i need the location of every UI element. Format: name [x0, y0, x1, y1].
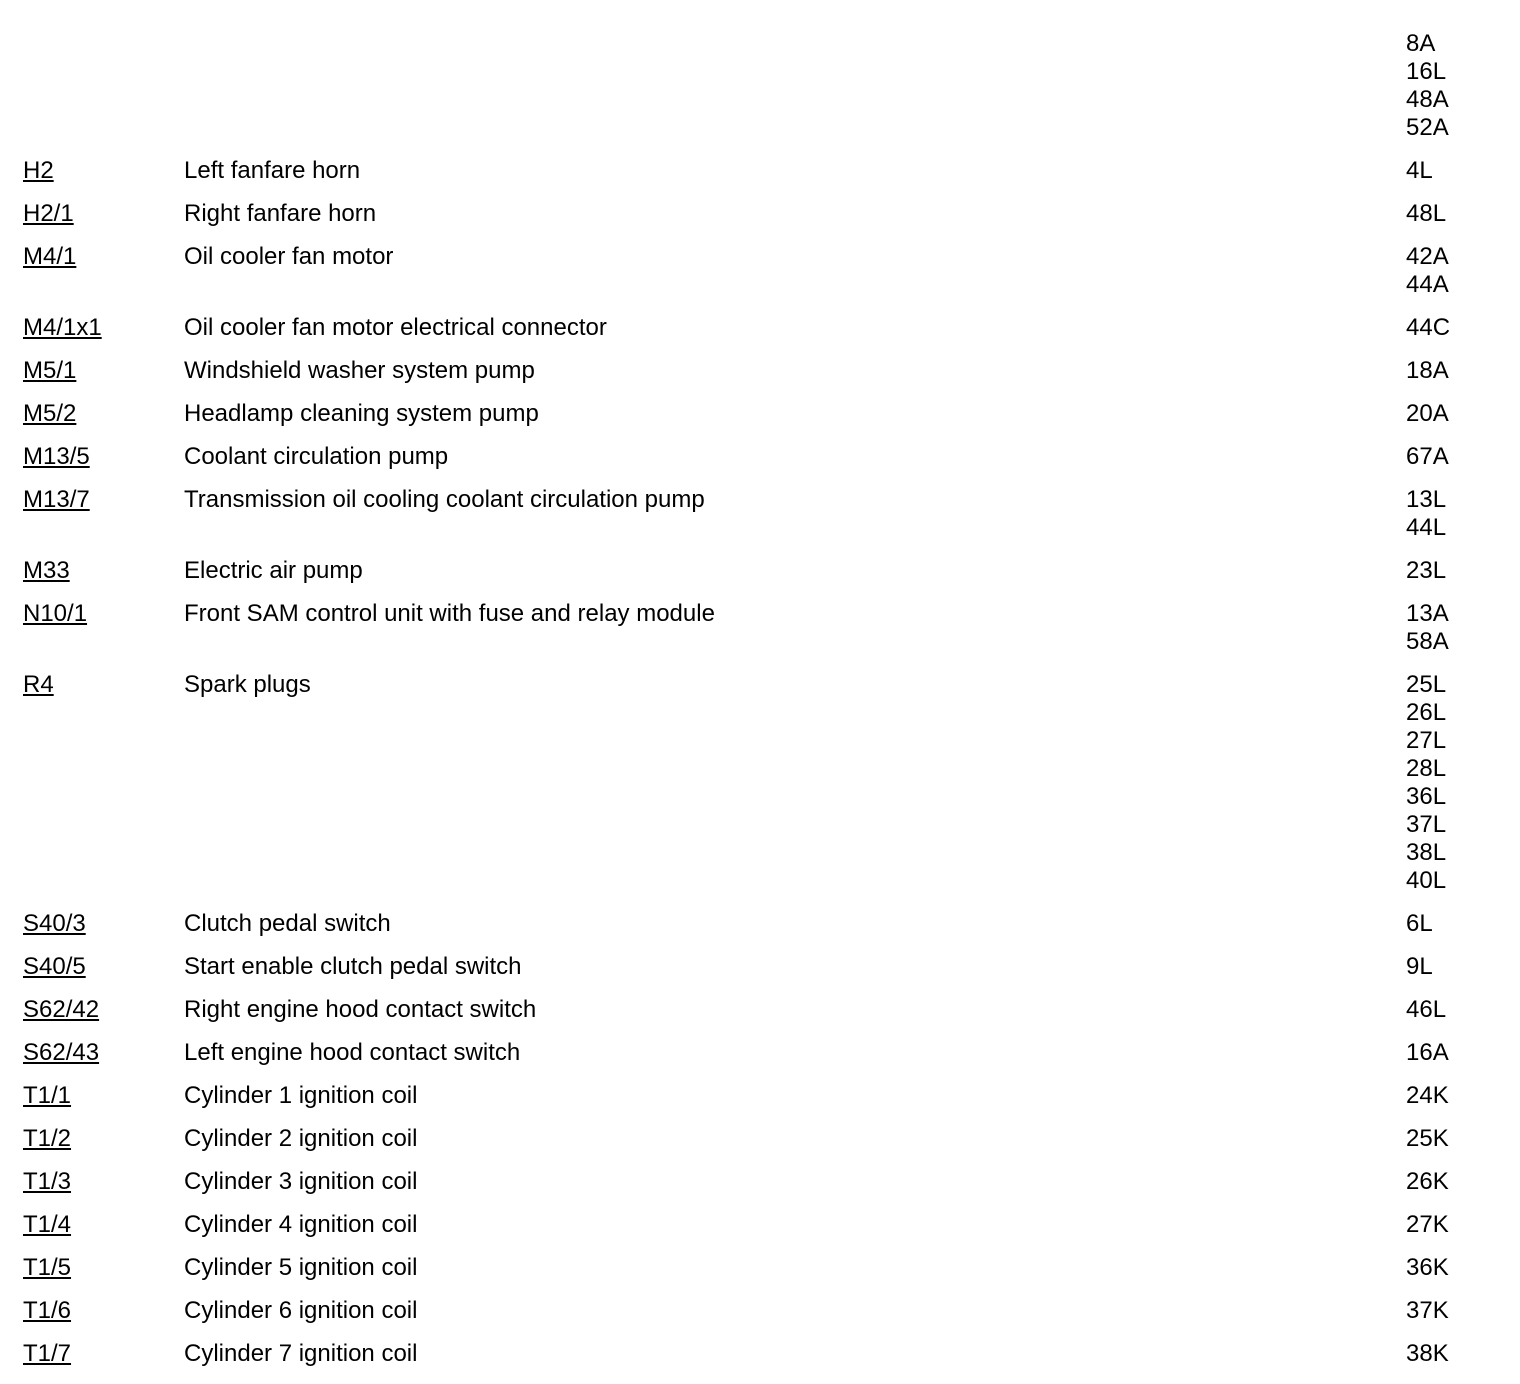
legend-row: [0, 1168, 1520, 1211]
location-code: 13L: [1406, 486, 1447, 513]
location-list: [1406, 1211, 1449, 1239]
location-code: 67A: [1406, 443, 1449, 470]
legend-row: [0, 910, 1520, 953]
location-list: [1406, 243, 1449, 299]
legend-row: [0, 357, 1520, 400]
location-code: 8A: [1406, 30, 1436, 57]
location-code: 37L: [1406, 811, 1447, 838]
location-code: 37K: [1406, 1297, 1449, 1324]
component-code-link[interactable]: N10/1: [23, 600, 88, 627]
location-list: [1406, 157, 1433, 185]
location-list: [1406, 996, 1446, 1024]
location-code: 48A: [1406, 86, 1449, 113]
legend-row: [0, 671, 1520, 910]
component-code-link[interactable]: T1/4: [23, 1211, 72, 1238]
legend-row: [0, 1082, 1520, 1125]
component-code-link[interactable]: M5/1: [23, 357, 77, 384]
component-description: Left fanfare horn: [184, 157, 361, 184]
location-code: 48L: [1406, 200, 1447, 227]
location-code: 58A: [1406, 628, 1449, 655]
component-code-link[interactable]: M13/7: [23, 486, 90, 513]
location-list: [1406, 1340, 1449, 1368]
legend-row: [0, 600, 1520, 671]
component-code-link[interactable]: T1/2: [23, 1125, 72, 1152]
location-list: [1406, 600, 1449, 656]
component-code-link[interactable]: T1/1: [23, 1082, 72, 1109]
component-code-link[interactable]: S62/43: [23, 1039, 100, 1066]
component-description: Coolant circulation pump: [184, 443, 449, 470]
component-description: Front SAM control unit with fuse and relay module: [184, 600, 715, 627]
component-code-link[interactable]: M4/1: [23, 243, 77, 270]
location-code: 23L: [1406, 557, 1447, 584]
location-list: [1406, 314, 1450, 342]
location-code: 26K: [1406, 1168, 1449, 1195]
location-code: 44A: [1406, 271, 1449, 298]
legend-row: [0, 1297, 1520, 1340]
location-list: [1406, 1082, 1449, 1110]
legend-row: [0, 1254, 1520, 1297]
component-code-link[interactable]: M13/5: [23, 443, 90, 470]
location-code: 13A: [1406, 600, 1449, 627]
component-code-link[interactable]: S62/42: [23, 996, 100, 1023]
location-code: 44C: [1406, 314, 1451, 341]
component-code-link[interactable]: H2: [23, 157, 54, 184]
component-code-link[interactable]: R4: [23, 671, 54, 698]
location-list: [1406, 1168, 1449, 1196]
component-description: Windshield washer system pump: [184, 357, 535, 384]
location-code: 20A: [1406, 400, 1449, 427]
location-list: [1406, 443, 1449, 471]
location-code: 42A: [1406, 243, 1449, 270]
component-description: Right fanfare horn: [184, 200, 377, 227]
component-description: Cylinder 4 ignition coil: [184, 1211, 418, 1238]
location-code: 36L: [1406, 783, 1447, 810]
component-description: Left engine hood contact switch: [184, 1039, 521, 1066]
location-code: 9L: [1406, 953, 1433, 980]
location-code: 52A: [1406, 114, 1449, 141]
location-code: 28L: [1406, 755, 1447, 782]
location-code: 26L: [1406, 699, 1447, 726]
location-code: 40L: [1406, 867, 1447, 894]
component-code-link[interactable]: T1/7: [23, 1340, 72, 1367]
location-code: 27K: [1406, 1211, 1449, 1238]
component-code-link[interactable]: M5/2: [23, 400, 77, 427]
location-list: [1406, 910, 1433, 938]
component-code-link[interactable]: T1/6: [23, 1297, 72, 1324]
component-description: Cylinder 6 ignition coil: [184, 1297, 418, 1324]
location-code: 36K: [1406, 1254, 1449, 1281]
location-code: 24K: [1406, 1082, 1449, 1109]
component-description: Transmission oil cooling coolant circulation pump: [184, 486, 705, 513]
legend-row: [0, 30, 1520, 157]
location-list: [1406, 1039, 1449, 1067]
component-description: Oil cooler fan motor electrical connector: [184, 314, 607, 341]
legend-row: [0, 1340, 1520, 1383]
component-description: Cylinder 3 ignition coil: [184, 1168, 418, 1195]
legend-row: [0, 1039, 1520, 1082]
component-description: Clutch pedal switch: [184, 910, 391, 937]
location-code: 38L: [1406, 839, 1447, 866]
location-code: 38K: [1406, 1340, 1449, 1367]
location-list: [1406, 30, 1449, 142]
component-code-link[interactable]: T1/5: [23, 1254, 72, 1281]
legend-row: [0, 1125, 1520, 1168]
legend-row: [0, 243, 1520, 314]
component-description: Oil cooler fan motor: [184, 243, 394, 270]
location-list: [1406, 1254, 1449, 1282]
location-code: 18A: [1406, 357, 1449, 384]
legend-row: [0, 953, 1520, 996]
location-list: [1406, 671, 1446, 895]
legend-row: [0, 200, 1520, 243]
component-code-link[interactable]: M4/1x1: [23, 314, 102, 341]
location-list: [1406, 400, 1449, 428]
location-code: 27L: [1406, 727, 1447, 754]
component-description: Right engine hood contact switch: [184, 996, 537, 1023]
component-description: Spark plugs: [184, 671, 311, 698]
location-list: [1406, 557, 1446, 585]
legend-row: [0, 557, 1520, 600]
legend-row: [0, 157, 1520, 200]
location-code: 44L: [1406, 514, 1447, 541]
component-code-link[interactable]: S40/3: [23, 910, 86, 937]
component-description: Cylinder 1 ignition coil: [184, 1082, 418, 1109]
component-description: Start enable clutch pedal switch: [184, 953, 522, 980]
location-code: 16L: [1406, 58, 1447, 85]
location-code: 25L: [1406, 671, 1447, 698]
location-code: 16A: [1406, 1039, 1449, 1066]
location-list: [1406, 953, 1433, 981]
location-list: [1406, 357, 1449, 385]
location-code: 25K: [1406, 1125, 1449, 1152]
legend-row: [0, 996, 1520, 1039]
legend-row: [0, 443, 1520, 486]
location-list: [1406, 486, 1446, 542]
legend-row: [0, 1211, 1520, 1254]
location-code: 4L: [1406, 157, 1433, 184]
component-description: Electric air pump: [184, 557, 363, 584]
location-code: 46L: [1406, 996, 1447, 1023]
component-description: Headlamp cleaning system pump: [184, 400, 539, 427]
location-list: [1406, 200, 1446, 228]
legend-row: [0, 400, 1520, 443]
component-description: Cylinder 2 ignition coil: [184, 1125, 418, 1152]
component-code-link[interactable]: S40/5: [23, 953, 86, 980]
component-legend-list: [0, 30, 1520, 1383]
location-code: 6L: [1406, 910, 1433, 937]
location-list: [1406, 1297, 1449, 1325]
legend-row: [0, 314, 1520, 357]
component-code-link[interactable]: T1/3: [23, 1168, 72, 1195]
component-description: Cylinder 5 ignition coil: [184, 1254, 418, 1281]
component-code-link[interactable]: H2/1: [23, 200, 74, 227]
component-description: Cylinder 7 ignition coil: [184, 1340, 418, 1367]
legend-row: [0, 486, 1520, 557]
location-list: [1406, 1125, 1449, 1153]
component-code-link[interactable]: M33: [23, 557, 70, 584]
